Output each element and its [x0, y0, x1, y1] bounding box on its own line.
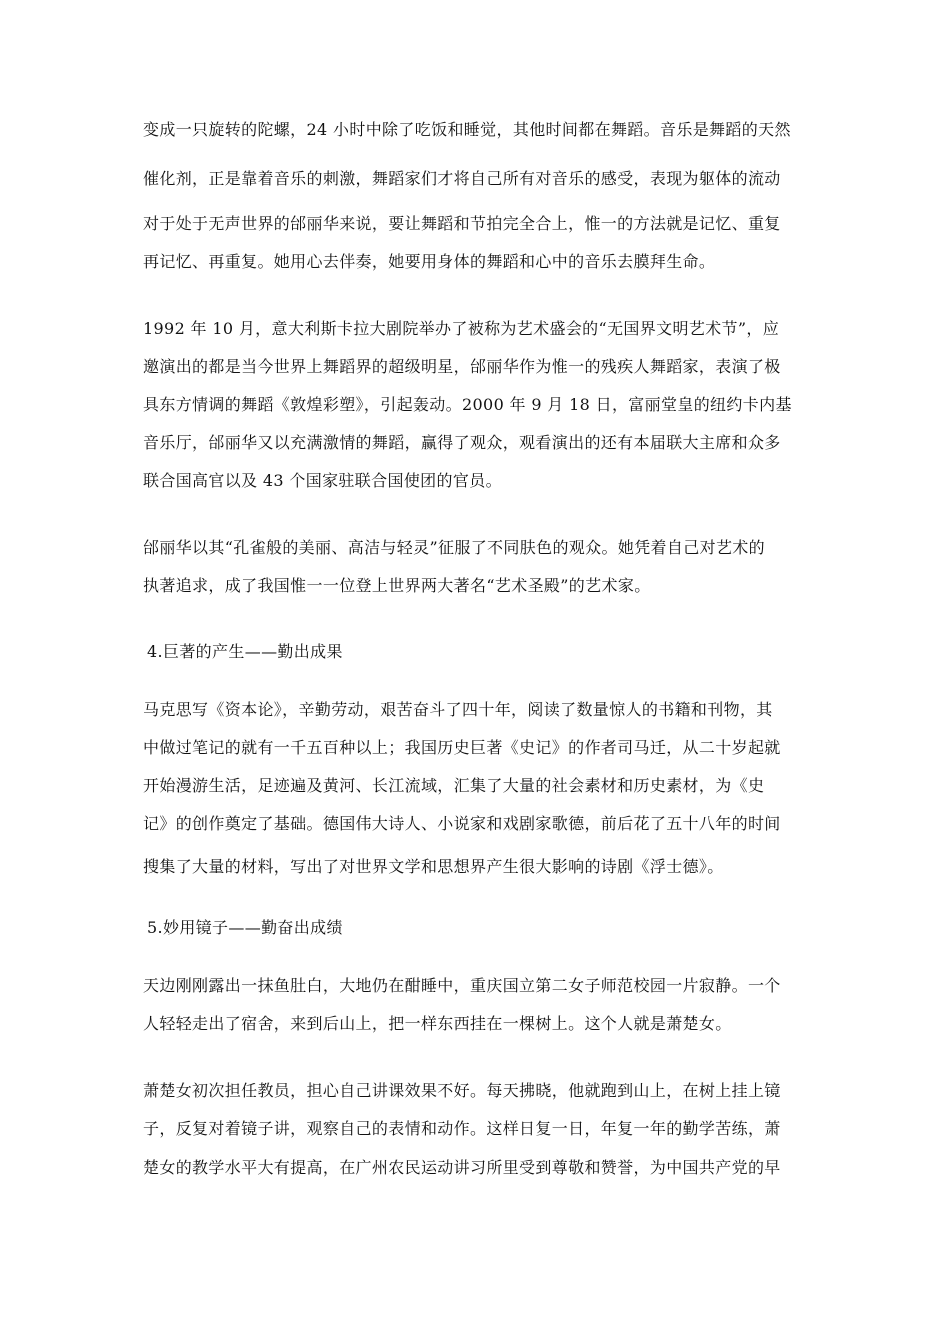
paragraph-line: 邀演出的都是当今世界上舞蹈界的超级明星，邰丽华作为惟一的残疾人舞蹈家，表演了极: [143, 357, 781, 376]
paragraph-line: 子，反复对着镜子讲，观察自己的表情和动作。这样日复一日，年复一年的勤学苦练，萧: [143, 1119, 781, 1138]
paragraph-line: 1992 年 10 月，意大利斯卡拉大剧院举办了被称为艺术盛会的“无国界文明艺术节”，应: [143, 319, 780, 338]
section-heading: 4.巨著的产生——勤出成果: [147, 642, 343, 661]
paragraph-line: 马克思写《资本论》，辛勤劳动，艰苦奋斗了四十年，阅读了数量惊人的书籍和刊物，其: [143, 700, 773, 719]
paragraph-line: 音乐厅，邰丽华又以充满激情的舞蹈，赢得了观众，观看演出的还有本届联大主席和众多: [143, 433, 781, 452]
paragraph-line: 萧楚女初次担任教员，担心自己讲课效果不好。每天拂晓，他就跑到山上，在树上挂上镜: [143, 1081, 781, 1100]
paragraph-line: 邰丽华以其“孔雀般的美丽、高洁与轻灵”征服了不同肤色的观众。她凭着自己对艺术的: [143, 538, 766, 557]
section-heading: 5.妙用镜子——勤奋出成绩: [147, 918, 343, 937]
paragraph-line: 催化剂，正是靠着音乐的刺激，舞蹈家们才将自己所有对音乐的感受，表现为躯体的流动: [143, 169, 781, 188]
paragraph-line: 再记忆、再重复。她用心去伴奏，她要用身体的舞蹈和心中的音乐去膜拜生命。: [143, 252, 716, 271]
paragraph-line: 对于处于无声世界的邰丽华来说，要让舞蹈和节拍完全合上，惟一的方法就是记忆、重复: [143, 214, 781, 233]
paragraph-line: 记》的创作奠定了基础。德国伟大诗人、小说家和戏剧家歌德，前后花了五十八年的时间: [143, 814, 781, 833]
paragraph-line: 执著追求，成了我国惟一一位登上世界两大著名“艺术圣殿”的艺术家。: [143, 576, 651, 595]
paragraph-line: 变成一只旋转的陀螺，24 小时中除了吃饭和睡觉，其他时间都在舞蹈。音乐是舞蹈的天然: [143, 120, 791, 139]
paragraph-line: 楚女的教学水平大有提高，在广州农民运动讲习所里受到尊敬和赞誉，为中国共产党的早: [143, 1158, 781, 1177]
paragraph-line: 联合国高官以及 43 个国家驻联合国使团的官员。: [143, 471, 502, 490]
paragraph-line: 中做过笔记的就有一千五百种以上；我国历史巨著《史记》的作者司马迁，从二十岁起就: [143, 738, 781, 757]
paragraph-line: 人轻轻走出了宿舍，来到后山上，把一样东西挂在一棵树上。这个人就是萧楚女。: [143, 1014, 732, 1033]
paragraph-line: 具东方情调的舞蹈《敦煌彩塑》，引起轰动。2000 年 9 月 18 日，富丽堂皇的纽约卡内基: [143, 395, 792, 414]
paragraph-line: 天边刚刚露出一抹鱼肚白，大地仍在酣睡中，重庆国立第二女子师范校园一片寂静。一个: [143, 976, 781, 995]
paragraph-line: 开始漫游生活，足迹遍及黄河、长江流域，汇集了大量的社会素材和历史素材，为《史: [143, 776, 765, 795]
paragraph-line: 搜集了大量的材料，写出了对世界文学和思想界产生很大影响的诗剧《浮士德》。: [143, 857, 724, 876]
